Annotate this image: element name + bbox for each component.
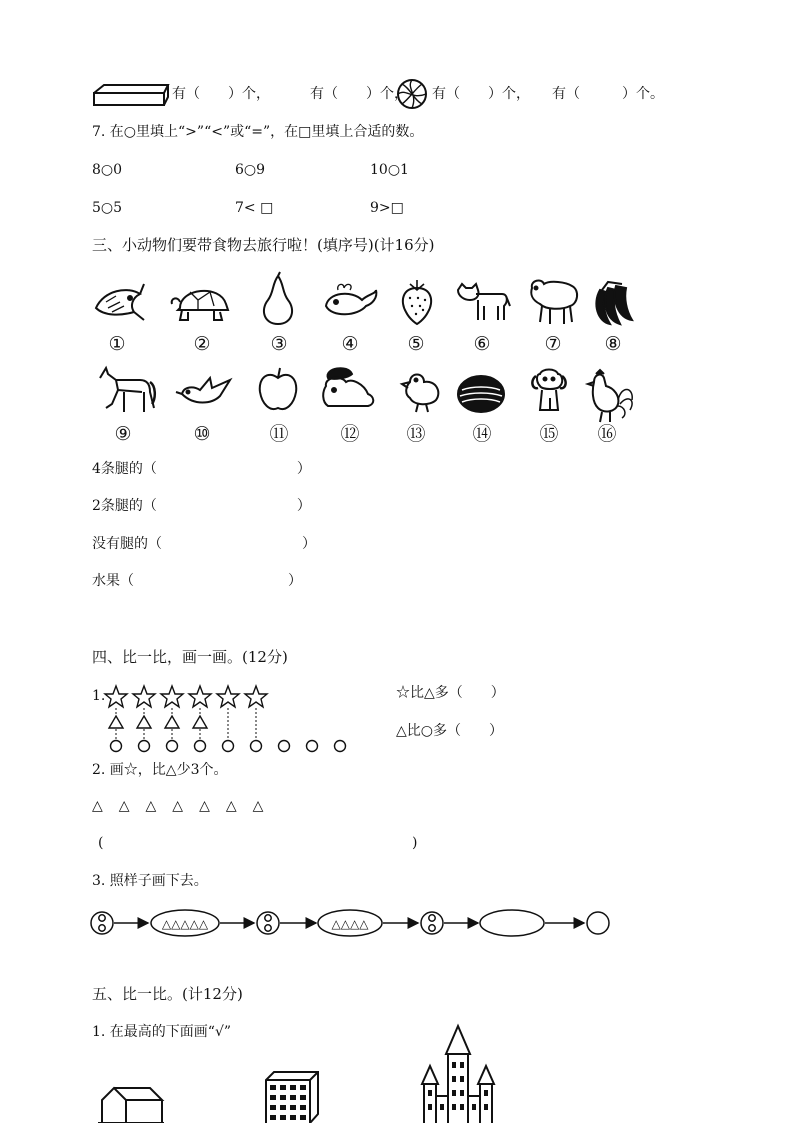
cube-count: 有（ ）个，	[310, 86, 408, 102]
q7-item: 6○9	[235, 162, 266, 178]
section3-title: 三、小动物们要带食物去旅行啦！(填序号)(计16分)	[92, 236, 435, 254]
item-number: ⑯	[597, 423, 617, 445]
empty-oval-shape	[480, 910, 544, 936]
dog-icon	[528, 366, 572, 416]
q1-label: 1.	[92, 688, 106, 704]
circle-icon	[111, 741, 122, 752]
banana-icon	[592, 280, 636, 328]
circle-icon	[167, 741, 178, 752]
q7-item: 10○1	[370, 162, 409, 178]
star-icon	[217, 686, 239, 707]
cylinder-count: 有（ ）个。	[552, 86, 664, 102]
star-icon	[133, 686, 155, 707]
q7-item: 9>□	[370, 200, 404, 216]
item-number: ⑨	[114, 423, 132, 445]
item-number: ⑦	[544, 333, 562, 355]
section4-title: 四、比一比，画一画。(12分)	[92, 648, 288, 666]
star-icon	[189, 686, 211, 707]
triangle-icon	[193, 716, 207, 728]
circle-icon	[251, 741, 262, 752]
whale-icon	[322, 280, 380, 322]
cuboid-count: 有（ ）个，	[172, 86, 270, 102]
star-vs-triangle: ☆比△多（ ）	[396, 685, 505, 701]
fish-icon	[90, 278, 146, 324]
q2-answer-open: (	[98, 835, 104, 851]
item-number: ②	[193, 333, 211, 355]
strawberry-icon	[398, 278, 436, 326]
horse-icon	[94, 364, 158, 416]
circle-icon	[307, 741, 318, 752]
item-number: ⑩	[193, 423, 211, 445]
circle-icon	[139, 741, 150, 752]
item-number: ⑪	[269, 423, 289, 445]
answer-fruit: 水果（ ）	[92, 573, 302, 589]
q2-answer-close: )	[412, 835, 418, 851]
item-number: ④	[341, 333, 359, 355]
item-number: ⑧	[604, 333, 622, 355]
two-dot-circle-icon	[257, 912, 279, 934]
cow-icon	[454, 280, 512, 324]
chick-icon	[396, 368, 444, 414]
oval-triangles-4: △△△△	[331, 917, 369, 931]
star-icon	[105, 686, 127, 707]
sheep-icon	[526, 276, 580, 328]
q7-title: 7. 在○里填上“>”“<”或“=”，在□里填上合适的数。	[92, 124, 424, 140]
q7-item: 5○5	[92, 200, 123, 216]
answer-no-legs: 没有腿的（ ）	[92, 536, 316, 552]
triangle-icon	[137, 716, 151, 728]
turtle-icon	[168, 274, 234, 324]
circle-icon	[335, 741, 346, 752]
q3-title: 3. 照样子画下去。	[92, 873, 208, 889]
triangle-icon	[109, 716, 123, 728]
circle-icon	[195, 741, 206, 752]
two-dot-circle-icon	[91, 912, 113, 934]
section5-title: 五、比一比。(计12分)	[92, 985, 243, 1003]
item-number: ⑮	[539, 423, 559, 445]
pattern-sequence	[90, 906, 614, 940]
circle-icon	[223, 741, 234, 752]
rabbit-icon	[318, 364, 380, 414]
castle-icon	[418, 1024, 498, 1123]
house-icon	[98, 1086, 164, 1123]
item-number: ③	[270, 333, 288, 355]
q7-item: 8○0	[92, 162, 123, 178]
item-number: ⑬	[406, 423, 426, 445]
item-number: ①	[108, 333, 126, 355]
rooster-icon	[584, 370, 636, 424]
triangle-vs-circle: △比○多（ ）	[396, 723, 503, 739]
q2-title: 2. 画☆，比△少3个。	[92, 762, 228, 778]
building-icon	[262, 1068, 320, 1123]
item-number: ⑭	[472, 423, 492, 445]
two-dot-circle-icon	[421, 912, 443, 934]
star-triangle-circle-diagram	[100, 684, 360, 756]
sphere-count: 有（ ）个，	[432, 86, 530, 102]
answer-four-legs: 4条腿的（ ）	[92, 461, 311, 477]
q1-title: 1. 在最高的下面画“√”	[92, 1024, 232, 1040]
oval-triangles-5: △△△△△	[161, 917, 209, 931]
cuboid-icon	[92, 83, 168, 107]
item-number: ⑥	[473, 333, 491, 355]
triangle-icon	[165, 716, 179, 728]
q2-triangles: △ △ △ △ △ △ △	[92, 798, 265, 814]
empty-circle-icon	[587, 912, 609, 934]
apple-icon	[256, 366, 300, 414]
star-icon	[245, 686, 267, 707]
circle-icon	[279, 741, 290, 752]
item-number: ⑤	[407, 333, 425, 355]
bird-icon	[176, 374, 232, 410]
item-number: ⑫	[340, 423, 360, 445]
pear-icon	[258, 272, 298, 326]
sphere-icon	[396, 78, 428, 110]
watermelon-icon	[456, 374, 506, 414]
star-icon	[161, 686, 183, 707]
answer-two-legs: 2条腿的（ ）	[92, 498, 311, 514]
q7-item: 7< □	[235, 200, 274, 216]
